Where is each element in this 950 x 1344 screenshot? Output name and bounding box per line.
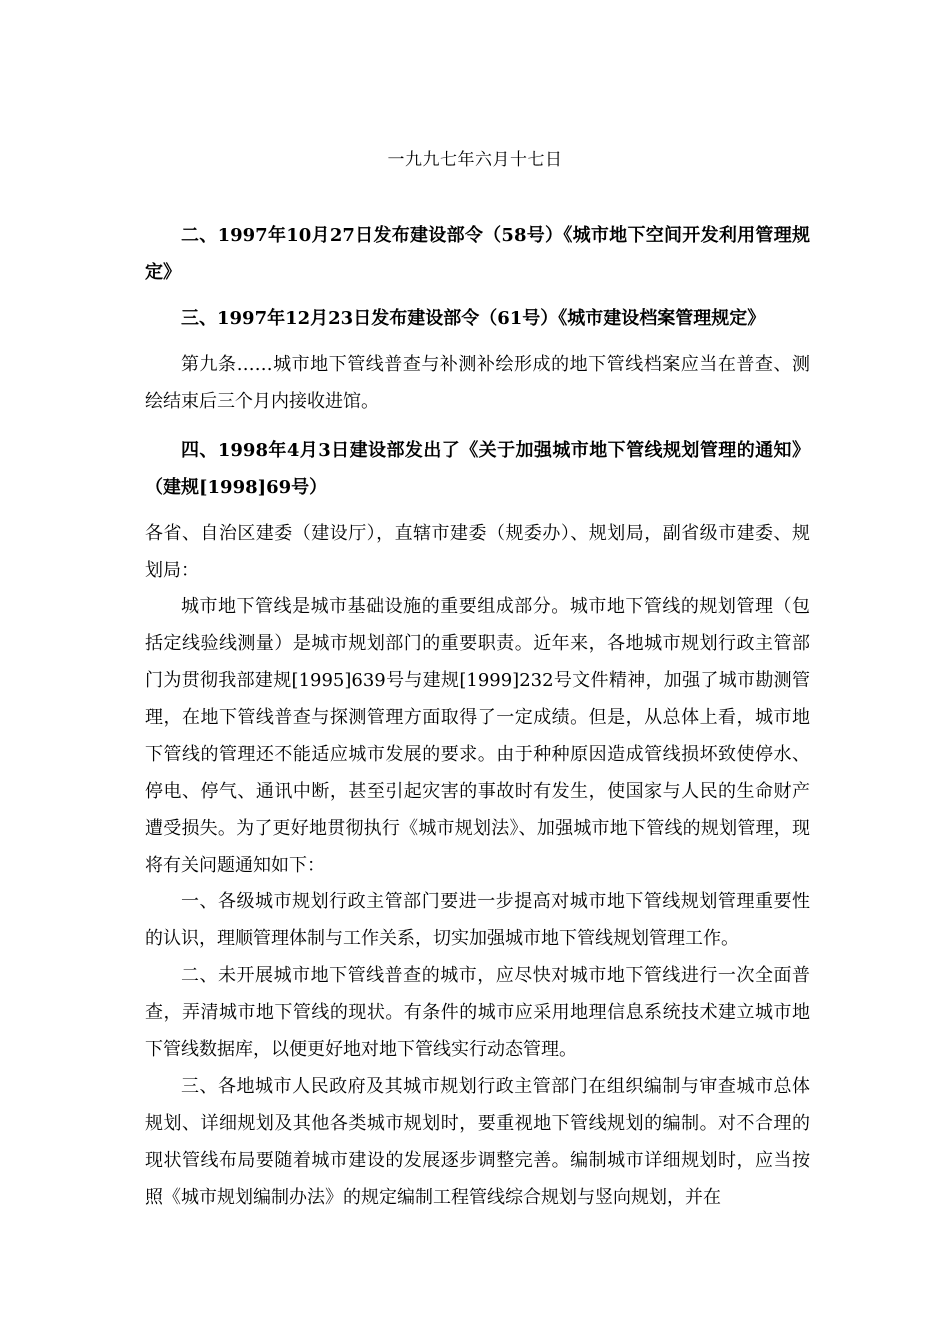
section-4-heading: 四、1998年4月3日建设部发出了《关于加强城市地下管线规划管理的通知》（建规[1998]69号） — [145, 440, 810, 498]
notice-item-2: 二、未开展城市地下管线普查的城市，应尽快对城市地下管线进行一次全面普查，弄清城市地下管线的现状。有条件的城市应采用地理信息系统技术建立城市地下管线数据库，以便更好地对地下管线实行动态管理。 — [145, 965, 810, 1060]
notice-addressee: 各省、自治区建委（建设厅），直辖市建委（规委办）、规划局，副省级市建委、规划局： — [145, 523, 810, 581]
notice-intro-paragraph: 城市地下管线是城市基础设施的重要组成部分。城市地下管线的规划管理（包括定线验线测量）是城市规划部门的重要职责。近年来，各地城市规划行政主管部门为贯彻我部建规[1995]639号与建规[1999]232号文件精神，加强了城市勘测管理，在地下管线普查与探测管理方面取得了一定成绩。但是，从总体上看，城市地下管线的管理还不能适应城市发展的要求。由于种种原因造成管线损坏致使停水、停电、停气、通讯中断，甚至引起灾害的事故时有发生，使国家与人民的生命财产遭受损失。为了更好地贯彻执行《城市规划法》、加强城市地下管线的规划管理，现将有关问题通知如下： — [145, 596, 810, 876]
section-3-heading: 三、1997年12月23日发布建设部令（61号）《城市建设档案管理规定》 — [181, 308, 766, 329]
section-2-heading: 二、1997年10月27日发布建设部令（58号）《城市地下空间开发利用管理规定》 — [145, 225, 810, 283]
notice-item-1: 一、各级城市规划行政主管部门要进一步提高对城市地下管线规划管理重要性的认识，理顺管理体制与工作关系，切实加强城市地下管线规划管理工作。 — [145, 891, 810, 949]
notice-item-3: 三、各地城市人民政府及其城市规划行政主管部门在组织编制与审查城市总体规划、详细规划及其他各类城市规划时，要重视地下管线规划的编制。对不合理的现状管线布局要随着城市建设的发展逐步调整完善。编制城市详细规划时，应当按照《城市规划编制办法》的规定编制工程管线综合规划与竖向规划，并在 — [145, 1076, 810, 1208]
article-9-text: 第九条……城市地下管线普查与补测补绘形成的地下管线档案应当在普查、测绘结束后三个月内接收进馆。 — [145, 354, 810, 412]
document-date: 一九九七年六月十七日 — [387, 150, 563, 170]
